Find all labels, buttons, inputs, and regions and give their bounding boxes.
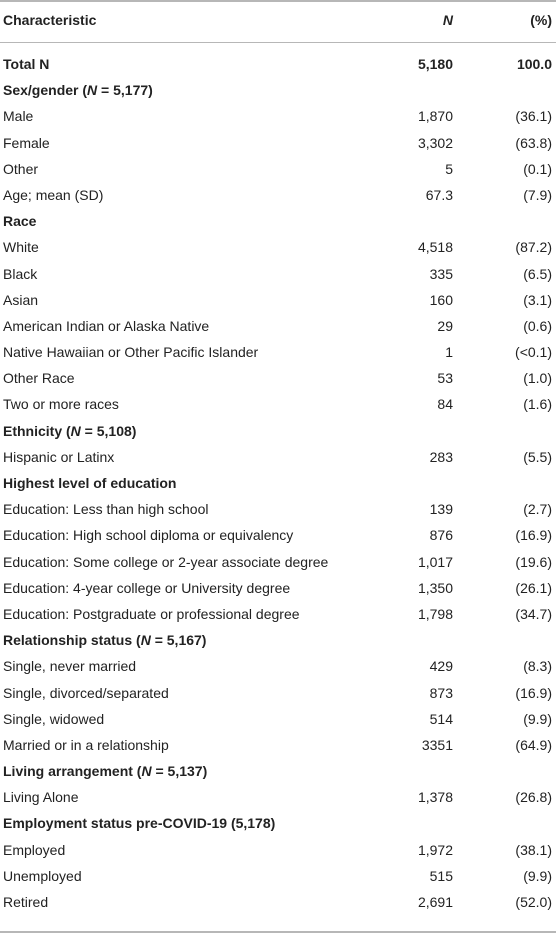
table-row: [0, 682, 556, 708]
row-n-value: 283: [429, 448, 453, 465]
row-label-italic-n: N: [70, 422, 81, 439]
row-n-value: 3,302: [417, 134, 453, 151]
row-label: Education: 4-year college or University degree: [3, 579, 291, 596]
row-label-part: Sex/gender (: [3, 82, 88, 99]
row-n-value: 84: [437, 396, 453, 413]
row-label: Unemployed: [3, 867, 82, 884]
row-n-value: 5: [445, 160, 453, 177]
table-row: [0, 446, 556, 472]
row-label: Retired: [3, 894, 49, 910]
row-n-value: 53: [437, 370, 453, 387]
row-n-value: 1,350: [417, 579, 453, 596]
table-row: [0, 551, 556, 577]
row-n-value: 29: [437, 317, 453, 334]
header-characteristic: Characteristic: [3, 12, 97, 28]
row-label: Hispanic or Latinx: [3, 448, 115, 465]
row-n-value: 139: [429, 501, 453, 518]
table-row: [0, 315, 556, 341]
row-label: Highest level of education: [3, 475, 177, 491]
row-label: Asian: [3, 291, 39, 308]
row-percent-value: 100.0: [516, 56, 552, 72]
table-row: [0, 236, 556, 262]
table-row: [0, 132, 556, 158]
row-label: Living Alone: [3, 789, 79, 806]
row-label-italic-n: N: [87, 82, 98, 99]
row-percent-value: (64.9): [515, 736, 552, 753]
row-n-value: 4,518: [417, 239, 453, 256]
row-label: Total N: [3, 56, 50, 72]
row-n-value: 1,972: [417, 841, 453, 858]
row-label: [3, 632, 206, 648]
row-label: Female: [3, 134, 50, 151]
row-percent-value: (26.1): [515, 579, 552, 596]
row-label: Education: High school diploma or equivalency: [3, 527, 294, 544]
table-row: [0, 786, 556, 812]
table-row: [0, 105, 556, 131]
row-label: Single, divorced/separated: [3, 684, 169, 701]
table-row: [0, 367, 556, 393]
row-n-value: 1,378: [417, 789, 453, 806]
row-label: [3, 763, 207, 779]
table-row: [0, 708, 556, 734]
row-n-value: 67.3: [425, 186, 453, 203]
row-label-part: = 5,137): [151, 763, 208, 780]
row-n-value: 1,798: [417, 605, 453, 622]
row-label: Employed: [3, 841, 66, 858]
row-label: [3, 423, 136, 439]
row-label-part: Relationship status (: [3, 632, 141, 649]
row-n-value: 1,870: [417, 108, 453, 125]
row-label: Race: [3, 213, 37, 230]
row-percent-value: (19.6): [515, 553, 552, 570]
row-n-value: 3351: [421, 736, 453, 753]
row-label: Education: Some college or 2-year associate degree: [3, 553, 329, 570]
table-header: [0, 0, 556, 42]
section-header-row: [0, 420, 556, 446]
row-label: Education: Less than high school: [3, 501, 209, 518]
row-label: Native Hawaiian or Other Pacific Islander: [3, 344, 259, 361]
row-percent-value: (26.8): [515, 789, 552, 806]
row-label: American Indian or Alaska Native: [3, 317, 210, 334]
row-percent-value: (5.5): [523, 448, 552, 465]
table-row: [0, 393, 556, 419]
header-rule: [0, 42, 556, 43]
row-percent-value: (0.6): [523, 317, 552, 334]
row-label: [3, 82, 153, 98]
row-label: Two or more races: [3, 396, 119, 413]
row-label: Education: Postgraduate or professional degree: [3, 605, 300, 622]
row-label: Other Race: [3, 370, 75, 387]
header-percent: (%): [530, 12, 552, 28]
table-row: [0, 158, 556, 184]
row-percent-value: (9.9): [523, 710, 552, 727]
row-n-value: 876: [429, 527, 453, 544]
section-header-row: [0, 472, 556, 498]
row-percent-value: (36.1): [515, 108, 552, 125]
row-percent-value: (<0.1): [515, 344, 552, 361]
header-n: N: [442, 12, 453, 28]
row-label: Black: [3, 265, 38, 282]
row-label-italic-n: N: [141, 763, 152, 780]
row-label: Other: [3, 160, 39, 177]
table-row: [0, 839, 556, 865]
row-percent-value: (1.6): [523, 396, 552, 413]
row-percent-value: (16.9): [515, 527, 552, 544]
row-percent-value: (2.7): [523, 501, 552, 518]
row-n-value: 2,691: [417, 894, 453, 910]
table-row: [0, 603, 556, 629]
row-percent-value: (9.9): [523, 867, 552, 884]
row-percent-value: (7.9): [523, 186, 552, 203]
row-label-part: = 5,108): [80, 422, 137, 439]
row-label: White: [3, 239, 39, 256]
row-n-value: 514: [429, 710, 453, 727]
table-bottom-rule: [0, 931, 556, 933]
row-percent-value: (16.9): [515, 684, 552, 701]
row-label-part: = 5,177): [97, 82, 153, 99]
table-row: [0, 341, 556, 367]
row-label: Male: [3, 108, 34, 125]
row-percent-value: (34.7): [515, 605, 552, 622]
table-body: [0, 53, 556, 917]
table-row: [0, 524, 556, 550]
row-label-part: Ethnicity (: [3, 422, 71, 439]
section-header-row: [0, 812, 556, 838]
row-label-part: = 5,167): [150, 632, 207, 649]
table-row: [0, 655, 556, 681]
table-row: [0, 498, 556, 524]
section-header-row: [0, 210, 556, 236]
row-label: Single, never married: [3, 658, 137, 675]
row-percent-value: (0.1): [523, 160, 552, 177]
row-label-part: Living arrangement (: [3, 763, 142, 780]
table-row: [0, 734, 556, 760]
row-percent-value: (8.3): [523, 658, 552, 675]
row-percent-value: (6.5): [523, 265, 552, 282]
table-row: [0, 184, 556, 210]
section-header-row: [0, 79, 556, 105]
row-percent-value: (1.0): [523, 370, 552, 387]
row-percent-value: (38.1): [515, 841, 552, 858]
row-percent-value: (63.8): [515, 134, 552, 151]
table-row: [0, 289, 556, 315]
table-row: [0, 53, 556, 79]
table-row: [0, 577, 556, 603]
row-label: Married or in a relationship: [3, 736, 169, 753]
row-percent-value: (52.0): [515, 894, 552, 910]
row-label: Single, widowed: [3, 710, 105, 727]
row-label: Age; mean (SD): [3, 186, 104, 203]
row-n-value: 335: [429, 265, 453, 282]
row-n-value: 515: [429, 867, 453, 884]
table-row: [0, 891, 556, 917]
row-n-value: 1: [445, 344, 453, 361]
row-percent-value: (87.2): [515, 239, 552, 256]
section-header-row: [0, 629, 556, 655]
row-n-value: 160: [429, 291, 453, 308]
row-label: Employment status pre-COVID-19 (5,178): [3, 815, 276, 832]
table-row: [0, 263, 556, 289]
row-percent-value: (3.1): [523, 291, 552, 308]
row-n-value: 873: [429, 684, 453, 701]
row-n-value: 429: [429, 658, 453, 675]
row-label-italic-n: N: [140, 632, 151, 649]
table-row: [0, 865, 556, 891]
section-header-row: [0, 760, 556, 786]
row-n-value: 5,180: [417, 56, 453, 72]
row-n-value: 1,017: [417, 553, 453, 570]
